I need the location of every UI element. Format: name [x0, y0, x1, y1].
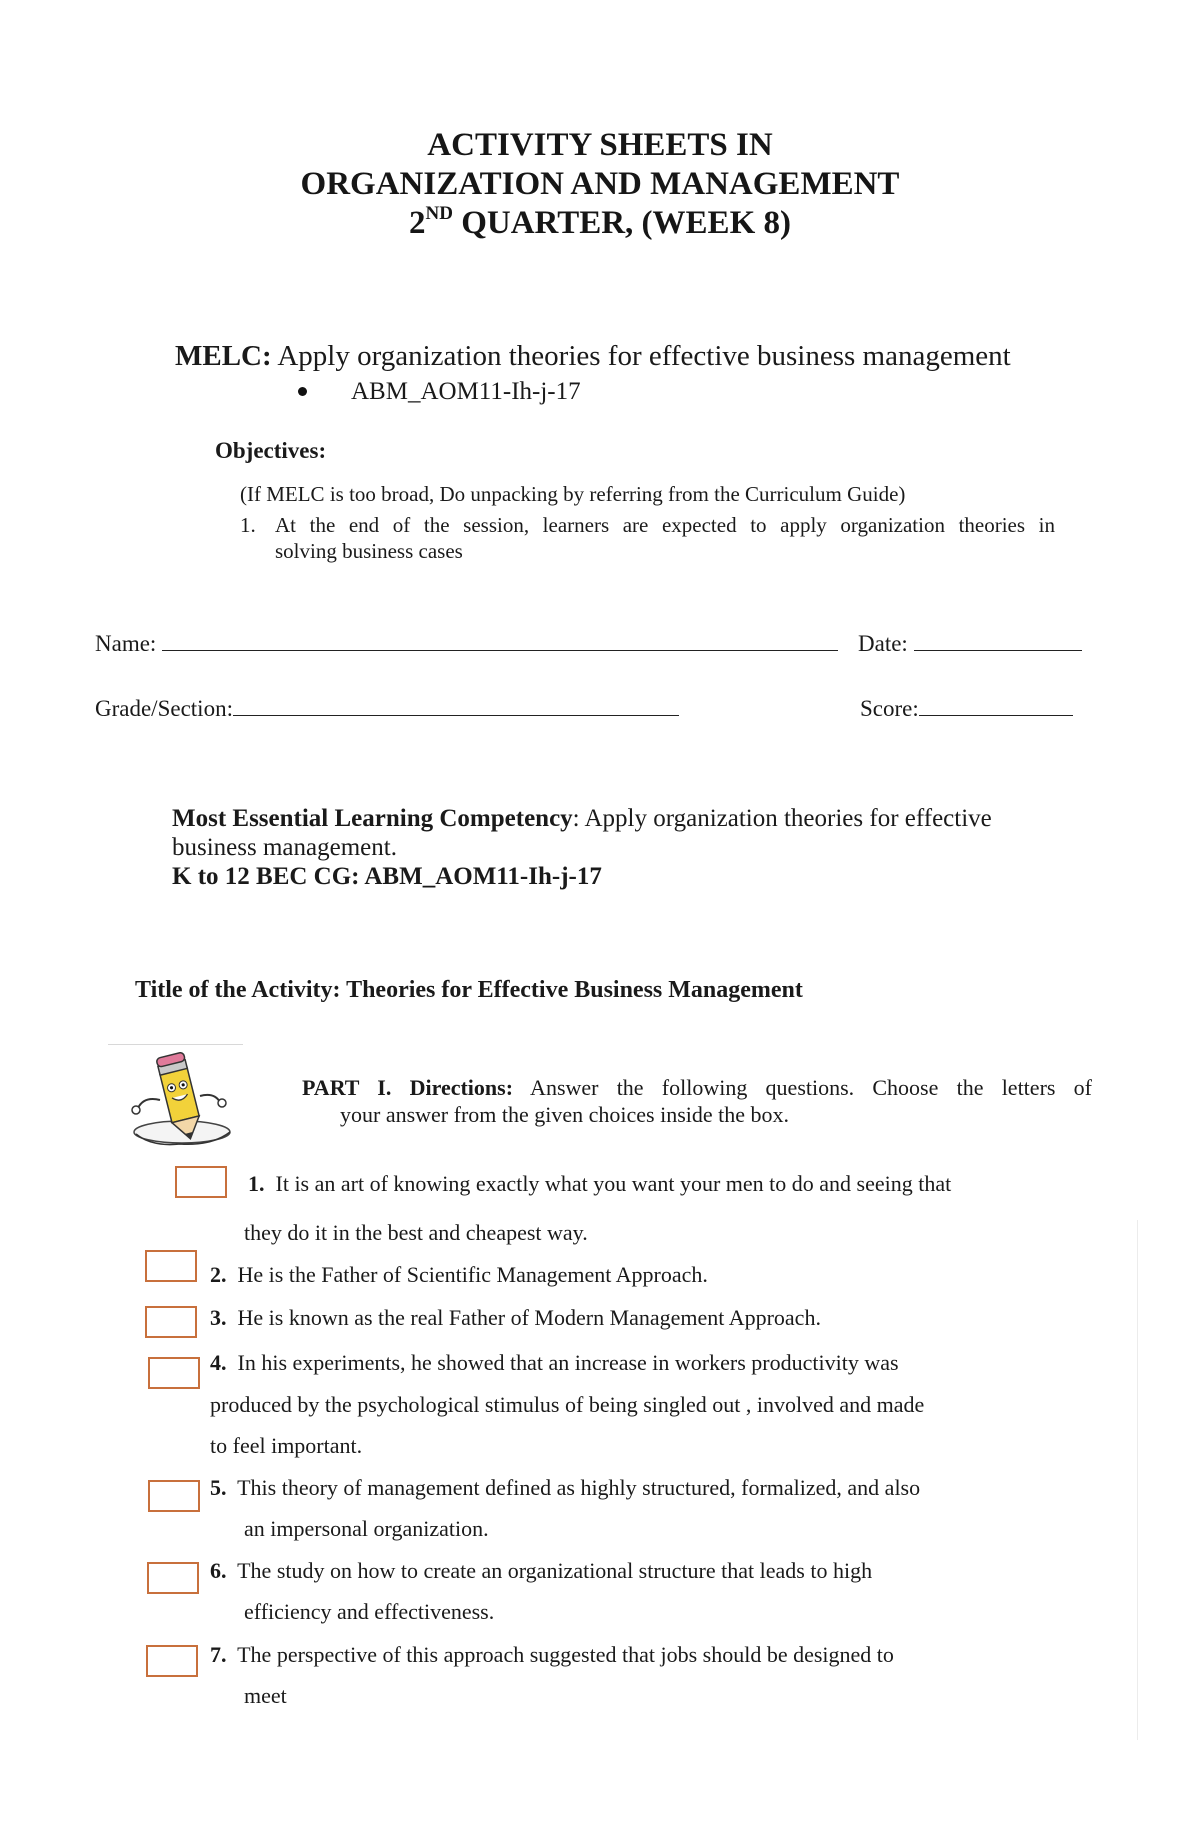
question-number: 4. [210, 1350, 227, 1375]
directions-line-1 [302, 1074, 1092, 1101]
answer-box-2[interactable] [145, 1250, 197, 1282]
answer-box-6[interactable] [147, 1562, 199, 1594]
part1-directions [302, 1074, 1092, 1128]
question-6-line-2: efficiency and effectiveness. [244, 1599, 495, 1624]
answer-box-7[interactable] [146, 1645, 198, 1677]
melc-statement [175, 340, 1011, 373]
date-label: Date: [858, 631, 908, 656]
grade-section-field[interactable] [95, 693, 679, 722]
quarter-week: QUARTER, (WEEK 8) [452, 205, 791, 241]
question-5 [210, 1475, 920, 1501]
melc-code-bullet [298, 378, 581, 406]
answer-box-4[interactable] [148, 1357, 200, 1389]
pencil-mascot-icon [122, 1052, 237, 1152]
activity-title: Title of the Activity: Theories for Effective Business Management [135, 977, 803, 1003]
question-text: In his experiments, he showed that an increase in workers productivity was [237, 1350, 899, 1375]
question-number: 1. [248, 1171, 265, 1196]
question-2 [210, 1262, 708, 1288]
competency-text-1: : Apply organization theories for effective [572, 805, 992, 832]
melc-code: ABM_AOM11-Ih-j-17 [351, 378, 581, 405]
question-5-line-2: an impersonal organization. [244, 1516, 489, 1541]
question-text: This theory of management defined as highly structured, formalized, and also [237, 1475, 921, 1500]
answer-box-5[interactable] [148, 1480, 200, 1512]
date-blank[interactable] [914, 628, 1082, 651]
page-edge-line [1137, 1220, 1138, 1740]
question-1-line-2: they do it in the best and cheapest way. [244, 1220, 588, 1245]
question-4 [210, 1350, 899, 1376]
divider-line [108, 1044, 243, 1045]
question-text: The study on how to create an organizational structure that leads to high [237, 1558, 873, 1583]
name-blank[interactable] [162, 628, 838, 651]
name-field[interactable] [95, 628, 838, 657]
answer-box-3[interactable] [145, 1306, 197, 1338]
question-text: He is the Father of Scientific Management Approach. [237, 1262, 708, 1287]
part1-label: PART I. Directions: [302, 1075, 514, 1100]
score-field[interactable] [860, 693, 1073, 722]
title-line-2: ORGANIZATION AND MANAGEMENT [300, 166, 900, 202]
question-7 [210, 1642, 894, 1668]
question-text: It is an art of knowing exactly what you want your men to do and seeing that [275, 1171, 952, 1196]
objective-text-line-1: At the end of the session, learners are expected to apply organization theories in [275, 513, 1055, 537]
question-number: 2. [210, 1262, 227, 1287]
melc-text: Apply organization theories for effective business management [271, 340, 1011, 372]
question-6 [210, 1558, 872, 1584]
question-number: 3. [210, 1305, 227, 1330]
grade-section-blank[interactable] [233, 693, 679, 716]
title-line-1: ACTIVITY SHEETS IN [427, 127, 773, 163]
directions-line-2: your answer from the given choices inside the box. [340, 1102, 790, 1127]
score-label: Score: [860, 696, 919, 721]
competency-line-1 [172, 804, 1092, 833]
question-text: He is known as the real Father of Modern Management Approach. [237, 1305, 821, 1330]
competency-block [172, 804, 1092, 891]
objective-text-line-2: solving business cases [275, 539, 463, 563]
quarter-number: 2 [409, 205, 426, 241]
question-4-line-3: to feel important. [210, 1433, 363, 1458]
date-field[interactable] [858, 628, 1082, 657]
question-4-line-2: produced by the psychological stimulus of being singled out , involved and made [210, 1392, 925, 1417]
objectives-heading: Objectives: [215, 438, 327, 463]
answer-box-1[interactable] [175, 1166, 227, 1198]
title-line-3 [0, 204, 1200, 243]
name-label: Name: [95, 631, 157, 656]
objective-number: 1. [240, 513, 256, 537]
question-number: 6. [210, 1558, 227, 1583]
directions-text-1: Answer the following questions. Choose the letters of [513, 1075, 1092, 1100]
melc-label: MELC: [175, 340, 272, 372]
question-number: 7. [210, 1642, 227, 1667]
question-3 [210, 1305, 821, 1331]
objectives-note: (If MELC is too broad, Do unpacking by referring from the Curriculum Guide) [240, 482, 906, 506]
question-number: 5. [210, 1475, 227, 1500]
question-text: The perspective of this approach suggested that jobs should be designed to [237, 1642, 894, 1667]
competency-line-2: business management. [172, 834, 397, 861]
competency-label: Most Essential Learning Competency [172, 805, 573, 832]
question-1 [248, 1171, 951, 1197]
bullet-icon [298, 387, 307, 396]
grade-section-label: Grade/Section: [95, 696, 233, 721]
score-blank[interactable] [919, 693, 1073, 716]
question-7-line-2: meet [244, 1683, 287, 1708]
quarter-suffix: ND [425, 203, 453, 224]
curriculum-guide-code: K to 12 BEC CG: ABM_AOM11-Ih-j-17 [172, 863, 602, 890]
